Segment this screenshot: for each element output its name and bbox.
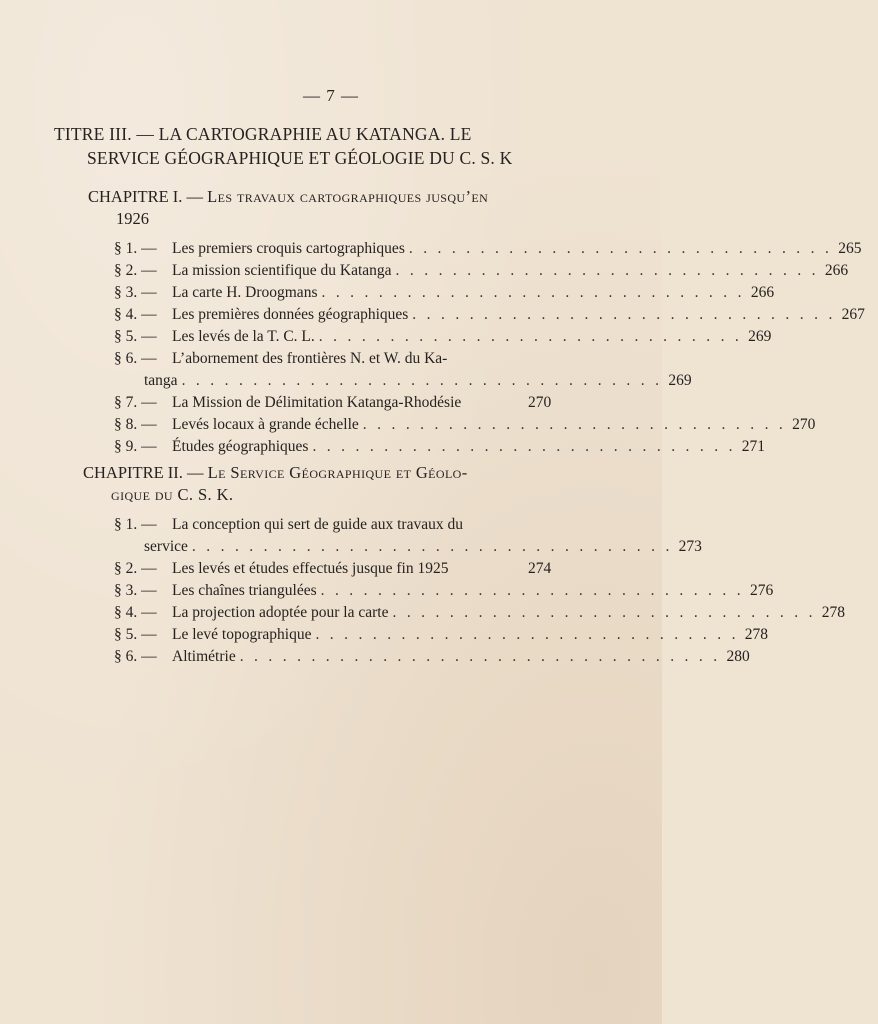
toc-page-number: 266	[824, 262, 849, 279]
toc-section-number: § 2. —	[114, 560, 157, 577]
toc-leader-dots: . . . . . . . . . . . . . . . . . . . . . . . . . . . . . .	[392, 604, 816, 621]
toc-entry[interactable]	[114, 602, 846, 624]
chapter-1-title-cont: 1926	[116, 209, 149, 228]
toc-page-number: 270	[792, 416, 816, 433]
toc-page-number: 269	[668, 372, 692, 389]
toc-entry[interactable]	[114, 282, 775, 304]
toc-entry-title: Études géographiques	[172, 438, 309, 455]
toc-page-number: 278	[821, 604, 846, 621]
toc-leader-dots: . . . . . . . . . . . . . . . . . . . . . . . . . . . . . .	[312, 438, 736, 455]
toc-leader-dots: . . . . . . . . . . . . . . . . . . . . . . . . . . . . . . . . . .	[239, 648, 721, 665]
toc-entry[interactable]	[114, 238, 862, 260]
toc-section-number: § 5. —	[114, 328, 157, 345]
toc-section-number: § 5. —	[114, 626, 157, 643]
toc-entry[interactable]	[114, 624, 769, 646]
toc-section-number: § 8. —	[114, 416, 157, 433]
toc-entry-title: La projection adoptée pour la carte	[172, 604, 389, 621]
toc-entry[interactable]	[114, 558, 564, 580]
toc-section-number: § 4. —	[114, 604, 157, 621]
toc-section-number: § 6. —	[114, 648, 157, 665]
chapter-2-heading	[83, 462, 533, 506]
toc-page-number: 274	[528, 560, 552, 577]
toc-page-number: 273	[678, 538, 702, 555]
toc-leader-dots: . . . . . . . . . . . . . . . . . . . . . . . . . . . . . .	[408, 240, 833, 257]
toc-page-number: 269	[748, 328, 772, 345]
chapter-1-toc	[114, 238, 865, 458]
toc-entry-title-cont: tanga	[144, 372, 178, 389]
toc-entry-title: Les premiers croquis cartographiques	[172, 240, 405, 257]
toc-page-number: 271	[741, 438, 766, 455]
toc-section-number: § 4. —	[114, 306, 157, 323]
title-line-2: SERVICE GÉOGRAPHIQUE ET GÉOLOGIE DU C. S. K	[87, 148, 513, 168]
toc-leader-dots: . . . . . . . . . . . . . . . . . . . . . . . . . . . . . .	[362, 416, 787, 433]
toc-entry[interactable]	[114, 392, 564, 414]
toc-section-number: § 2. —	[114, 262, 157, 279]
toc-section-number: § 3. —	[114, 582, 157, 599]
toc-section-number: § 1. —	[114, 240, 157, 257]
toc-entry-title: Altimétrie	[172, 648, 236, 665]
toc-section-number: § 1. —	[114, 516, 157, 533]
toc-entry[interactable]	[114, 580, 774, 602]
toc-page-number: 266	[750, 284, 775, 301]
toc-entry-title-cont: service	[144, 538, 188, 555]
toc-entry-title: La Mission de Délimitation Katanga-Rhodésie	[172, 394, 462, 411]
toc-entry[interactable]	[114, 304, 865, 326]
page-number: — 7 —	[303, 86, 359, 105]
chapter-1-prefix: CHAPITRE I. —	[88, 187, 204, 206]
chapter-2-toc	[114, 514, 846, 668]
toc-leader-dots: . . . . . . . . . . . . . . . . . . . . . . . . . . . . . .	[320, 582, 744, 599]
toc-page-number: 270	[528, 394, 552, 411]
toc-entry[interactable]	[114, 326, 772, 348]
chapter-1-title: Les travaux cartographiques jusqu’en	[207, 187, 489, 206]
toc-entry[interactable]	[114, 514, 564, 536]
toc-entry[interactable]	[114, 414, 816, 436]
toc-leader-dots: . . . . . . . . . . . . . . . . . . . . . . . . . . . . . . . . . .	[181, 372, 663, 389]
toc-entry-continuation[interactable]	[114, 536, 702, 558]
title-heading	[54, 122, 534, 170]
toc-page-number: 280	[726, 648, 750, 665]
toc-leader-dots: . . . . . . . . . . . . . . . . . . . . . . . . . . . . . .	[412, 306, 836, 323]
toc-page-number: 265	[838, 240, 862, 257]
chapter-2-title: Le Service Géographique et Géolo-	[207, 463, 468, 482]
chapter-2-title-cont: gique du C. S. K.	[111, 485, 234, 504]
toc-entry[interactable]	[114, 436, 766, 458]
toc-entry-title: Les premières données géographiques	[172, 306, 409, 323]
toc-section-number: § 7. —	[114, 394, 157, 411]
toc-section-number: § 6. —	[114, 350, 157, 367]
toc-entry-title: La carte H. Droogmans	[172, 284, 318, 301]
toc-entry-continuation[interactable]	[114, 370, 692, 392]
toc-entry-title: La conception qui sert de guide aux travaux du	[172, 516, 463, 533]
chapter-1-heading	[88, 186, 538, 230]
toc-entry[interactable]	[114, 260, 849, 282]
toc-entry-title: L’abornement des frontières N. et W. du Ka-	[172, 350, 448, 367]
toc-entry[interactable]	[114, 646, 750, 668]
toc-entry-title: La mission scientifique du Katanga	[172, 262, 392, 279]
toc-entry[interactable]	[114, 348, 564, 370]
toc-entry-title: Levés locaux à grande échelle	[172, 416, 359, 433]
toc-page-number: 267	[841, 306, 865, 323]
toc-leader-dots: . . . . . . . . . . . . . . . . . . . . . . . . . . . . . .	[395, 262, 819, 279]
title-line-1: TITRE III. — LA CARTOGRAPHIE AU KATANGA. LE	[54, 124, 472, 144]
toc-entry-title: Les levés de la T. C. L.	[172, 328, 315, 345]
toc-leader-dots: . . . . . . . . . . . . . . . . . . . . . . . . . . . . . . . . . .	[191, 538, 673, 555]
toc-entry-title: Les chaînes triangulées	[172, 582, 317, 599]
toc-leader-dots: . . . . . . . . . . . . . . . . . . . . . . . . . . . . . .	[318, 328, 743, 345]
toc-entry-title: Le levé topographique	[172, 626, 312, 643]
toc-leader-dots: . . . . . . . . . . . . . . . . . . . . . . . . . . . . . .	[315, 626, 739, 643]
toc-section-number: § 9. —	[114, 438, 157, 455]
toc-page-number: 276	[749, 582, 774, 599]
chapter-2-prefix: CHAPITRE II. —	[83, 463, 204, 482]
toc-section-number: § 3. —	[114, 284, 157, 301]
toc-page-number: 278	[744, 626, 769, 643]
toc-leader-dots: . . . . . . . . . . . . . . . . . . . . . . . . . . . . . .	[321, 284, 745, 301]
toc-entry-title: Les levés et études effectués jusque fin 1925	[172, 560, 449, 577]
